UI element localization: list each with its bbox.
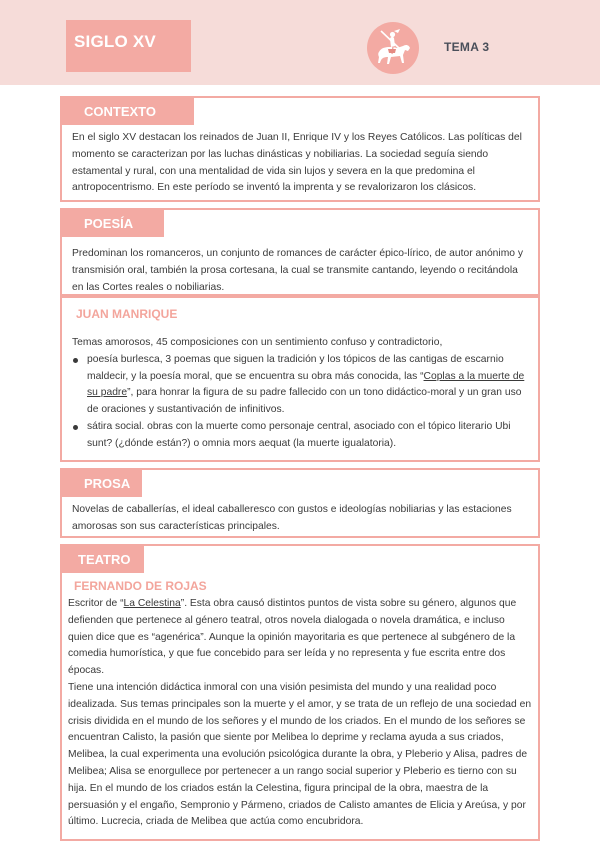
section-teatro xyxy=(60,544,540,841)
header-band xyxy=(0,0,600,85)
section-heading-contexto: CONTEXTO xyxy=(62,98,194,125)
manrique-text xyxy=(72,335,532,453)
prosa-text xyxy=(72,502,532,536)
rojas-heading: FERNANDO DE ROJAS xyxy=(74,579,207,593)
prosa-paragraph: Novelas de caballerías, el ideal caballeresco con gustos e ideologías nobiliarias y las estaciones amorosas son sus características principales. xyxy=(72,504,512,532)
tema-label: TEMA 3 xyxy=(444,40,490,54)
contexto-paragraph: En el siglo XV destacan los reinados de Juan II, Enrique IV y los Reyes Católicos. Las políticas del momento se caracterizan por las luchas dinásticas y nobiliarias. La sociedad seguía siendo estamental y rural, con una mentalidad de vida sin lujos y severa en la que predomina el antropocentrismo. En este período se inventó la imprenta y se revalorizaron los clásicos. xyxy=(72,132,522,194)
bullet-item: poesía burlesca, 3 poemas que siguen la tradición y los tópicos de las cantigas de escarnio maldecir, y la poesía moral, que se encuentra su obra más conocida, las “Coplas a la muerte de su padre”, para honrar la figura de su padre fallecido con un tono didáctico-moral y un gran uso de oraciones y sustantivación de infinitivos. xyxy=(72,352,532,419)
knight-on-horse-icon xyxy=(367,22,419,74)
teatro-paragraph-1: Escritor de “La Celestina”. Esta obra causó distintos puntos de vista sobre su género, algunos que defienden que pertenece al género teatral, otros novela dialogada o novela dramática, e incluso quien dice que es “agenérica”. Aunque la opinión mayoritaria es que pertenece al subgénero de la comedia humorística, y que fue concebido para ser leída y no representa y fue escrita entre dos épocas. xyxy=(68,598,517,677)
section-manrique xyxy=(60,296,540,462)
bullet-dot xyxy=(73,425,78,430)
celestina-link[interactable]: La Celestina xyxy=(123,598,181,609)
teatro-text xyxy=(68,596,532,831)
poesia-paragraph: Predominan los romanceros, un conjunto de romances de carácter épico-lírico, de autor anónimo y transmisión oral, también la prosa cortesana, la cual se transmite cantando, leyendo o recitándola en las Cortes reales o nobiliarias. xyxy=(72,248,524,293)
page-title: SIGLO XV xyxy=(66,20,191,72)
manrique-intro: Temas amorosos, 45 composiciones con un sentimiento confuso y contradictorio, xyxy=(72,337,443,348)
section-heading-teatro: TEATRO xyxy=(62,546,144,573)
manrique-heading: JUAN MANRIQUE xyxy=(76,307,178,321)
section-heading-poesia: POESÍA xyxy=(62,210,164,237)
manrique-bullets xyxy=(72,352,532,453)
section-contexto xyxy=(60,96,540,202)
bullet-item: sátira social. obras con la muerte como personaje central, asociado con el tópico literario Ubi sunt? (¿dónde están?) o omnia mors aequat (la muerte igualatoria). xyxy=(72,419,532,453)
coplas-link[interactable]: Coplas a la muerte de su padre xyxy=(87,370,525,399)
poesia-text xyxy=(72,246,532,296)
section-poesia xyxy=(60,208,540,296)
contexto-text xyxy=(72,130,532,197)
teatro-paragraph-2: Tiene una intención didáctica inmoral con una visión pesimista del mundo y una realidad poco idealizada. Sus temas principales son la muerte y el amor, y se trata de un reflejo de una sociedad en crisis dividida en el mundo de los señores y el mundo de los criados. En el mundo de los señores se encuentran Calisto, la pasión que siente por Melibea lo deprime y reclama ayuda a sus criados, Melibea, la cual experimenta una evolución psicológica durante la obra, y Pleberio y Alisa, padres de Melibea; Alisa se enorgullece por pertenecer a un rango social superior y Pleberio es tierno con su hija. En el mundo de los criados están la Celestina, figura principal de la obra, maestra de la persuasión y el engaño, Sempronio y Pármeno, criados de Calisto amantes de Elicia y Areúsa, y por último. Lucrecia, criada de Melibea que actúa como encubridora. xyxy=(68,681,532,828)
section-prosa xyxy=(60,468,540,538)
bullet-dot xyxy=(73,358,78,363)
section-heading-prosa: PROSA xyxy=(62,470,142,497)
